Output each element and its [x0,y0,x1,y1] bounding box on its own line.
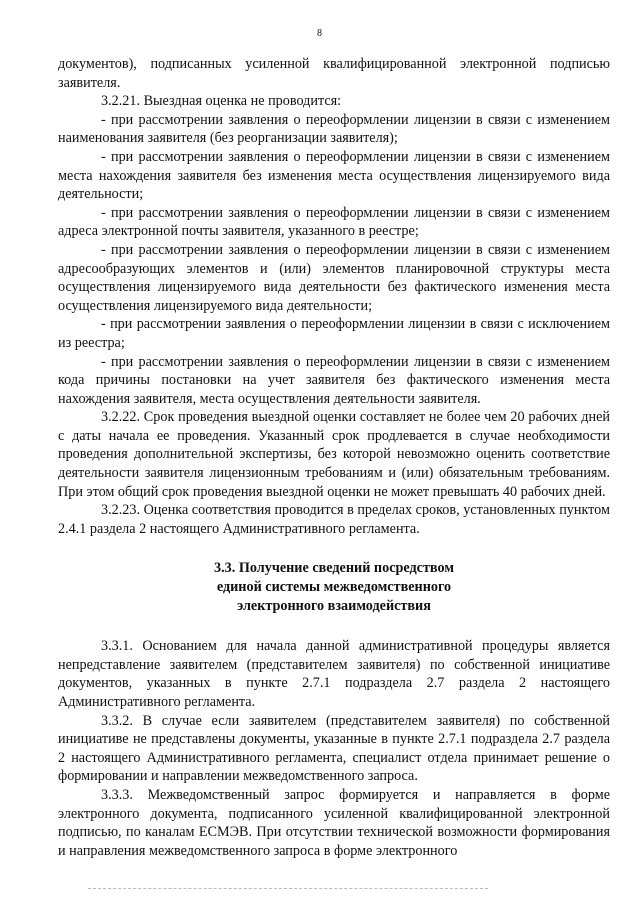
list-item-address-elements-change: - при рассмотрении заявления о переоформлении лицензии в связи с изменением адресообразующих элементов и (или) элементов планировочной структуры места осуществления лицензируемого вида деятельности без фактического изменения места осуществления лицензируемого вида деятельности; [58,241,610,314]
paragraph-3-3-1: 3.3.1. Основанием для начала данной административной процедуры является непредставление заявителем (представителем заявителя) по собственной инициативе документов, указанных в пункте 2.7.1 подраздела 2.7 раздела 2 настоящего Административного регламента. [58,638,610,710]
section-heading-line: электронного взаимодействия [237,597,431,614]
document-body [58,55,610,860]
list-item-registry-exclusion: - при рассмотрении заявления о переоформлении лицензии в связи с исключением из реестра; [58,316,610,351]
list-item-name-change: - при рассмотрении заявления о переоформлении лицензии в связи с изменением наименования заявителя (без реорганизации заявителя); [58,111,610,147]
scan-edge-line [88,888,488,889]
paragraph-3-2-23: 3.2.23. Оценка соответствия проводится в пределах сроков, установленных пунктом 2.4.1 раздела 2 настоящего Административного регламента. [58,502,610,537]
list-item-kpp-change: - при рассмотрении заявления о переоформлении лицензии в связи с изменением кода причины постановки на учет заявителя без фактического изменения места нахождения заявителя, места осуществления деятельности заявителя. [58,353,610,407]
paragraph-3-3-3: 3.3.3. Межведомственный запрос формируется и направляется в форме электронного документа, подписанного усиленной квалифицированной электронной подписью, по каналам ЕСМЭВ. При отсутствии технической возможности формирования и направления межведомственного запроса в форме электронного [58,786,610,859]
section-heading [58,559,610,615]
list-item-email-change: - при рассмотрении заявления о переоформлении лицензии в связи с изменением адреса электронной почты заявителя, указанного в реестре; [58,204,610,240]
paragraph-continuation: документов), подписанных усиленной квалифицированной электронной подписью заявителя. [58,56,610,91]
page-number: 8 [317,28,322,39]
paragraph-3-2-22: 3.2.22. Срок проведения выездной оценки составляет не более чем 20 рабочих дней с даты начала ее проведения. Указанный срок продлевается в случае необходимости проведения дополнительной экспертизы, без которой невозможно оценить соответствие деятельности заявителя лицензионным требованиям и (или) обязательным требованиям. При этом общий срок проведения выездной оценки не может превышать 40 рабочих дней. [58,409,610,500]
list-item-location-change: - при рассмотрении заявления о переоформлении лицензии в связи с изменением места нахождения заявителя без изменения места осуществления лицензируемого вида деятельности; [58,148,610,203]
section-heading-line: единой системы межведомственного [216,579,452,596]
paragraph-3-2-21: 3.2.21. Выездная оценка не проводится: [101,93,342,110]
section-heading-line: 3.3. Получение сведений посредством [214,560,454,577]
paragraph-3-3-2: 3.3.2. В случае если заявителем (представителем заявителя) по собственной инициативе не представлены документы, указанные в пункте 2.7.1 подраздела 2.7 раздела 2 настоящего Административного регламента, специалист отдела принимает решение о формировании и направлении межведомственного запроса. [58,712,610,785]
